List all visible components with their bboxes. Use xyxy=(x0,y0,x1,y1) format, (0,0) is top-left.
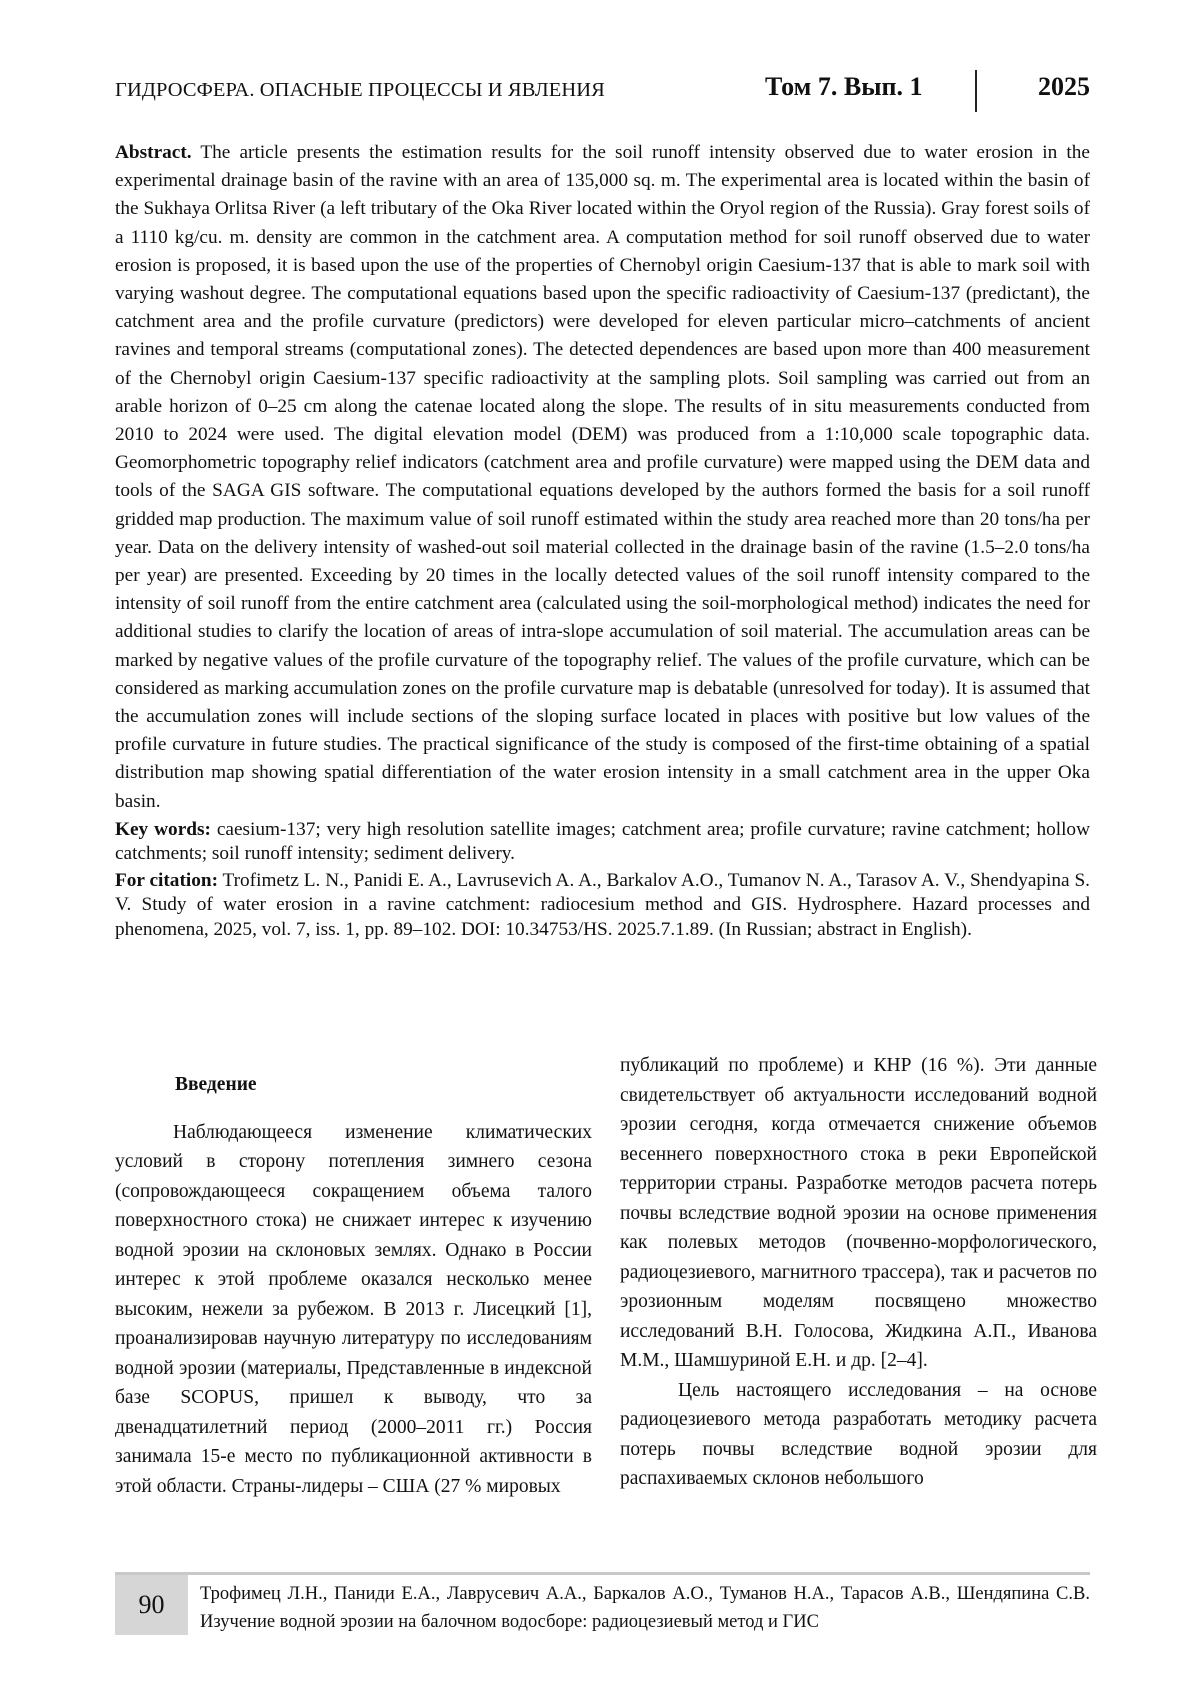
keywords-text: caesium-137; very high resolution satellite images; catchment area; profile curvature; ravine catchment; hollow catchments; soil runoff intensity; sediment delivery. xyxy=(115,818,1090,865)
publication-year: 2025 xyxy=(1038,72,1090,101)
citation-paragraph xyxy=(115,869,1090,943)
footer-rule xyxy=(115,1572,1090,1575)
keywords-paragraph xyxy=(115,818,1090,867)
section-heading: Введение xyxy=(175,1074,257,1095)
abstract-block xyxy=(115,139,1090,942)
intro-paragraph-left: Наблюдающееся изменение климатических условий в сторону потепления зимнего сезона (сопровождающееся сокращением объема талого поверхностного стока) не снижает интерес к изучению водной эрозии на склоновых землях. Однако в России интерес к этой проблеме оказался несколько менее высоким, нежели за рубежом. В 2013 г. Лисецкий [1], проанализировав научную литературу по исследованиям водной эрозии (материалы, Представленные в индексной базе SCOPUS, пришел к выводу, что за двенадцатилетний период (2000–2011 гг.) Россия занимала 15-е место по публикационной активности в этой области. Страны-лидеры – США (27 % мировых xyxy=(115,1121,592,1497)
intro-paragraph-right-1: публикаций по проблеме) и КНР (16 %). Эти данные свидетельствует об актуальности исследований водной эрозии сегодня, когда отмечается снижение объемов весеннего поверхностного стока в реки Европейской территории страны. Разработке методов расчета потерь почвы вследствие водной эрозии на основе применения как полевых методов (почвенно-морфологического, радиоцезиевого, магнитного трассера), так и расчетов по эрозионным моделям посвящено множество исследований В.Н. Голосова, Жидкина А.П., Иванова М.М., Шамшуриной Е.Н. и др. [2–4]. xyxy=(620,1055,1097,1371)
page-number: 90 xyxy=(115,1575,188,1635)
volume-issue: Том 7. Вып. 1 xyxy=(765,72,923,101)
abstract-text: The article presents the estimation results for the soil runoff intensity observed due to water erosion in the experimental drainage basin of the ravine with an area of 135,000 sq. m. The experimental area is located within the basin of the Sukhaya Orlitsa River (a left tributary of the Oka River located within the Oryol region of the Russia). Gray forest soils of a 1110 kg/cu. m. density are common in the catchment area. A computation method for soil runoff observed due to water erosion is proposed, it is based upon the use of the properties of Chernobyl origin Caesium-137 that is able to mark soil with varying washout degree. The computational equations based upon the specific radioactivity of Caesium-137 (predictant), the catchment area and the profile curvature (predictors) were developed for eleven particular micro–catchments of ancient ravines and temporal streams (computational zones). The detected dependences are based upon more than 400 measurement of the Chernobyl origin Caesium-137 specific radioactivity at the sampling plots. Soil sampling was carried out from an arable horizon of 0–25 cm along the catenae located along the slope. The results of in situ measurements conducted from 2010 to 2024 were used. The digital elevation model (DEM) was produced from a 1:10,000 scale topographic data. Geomorphometric topography relief indicators (catchment area and profile curvature) were mapped using the DEM data and tools of the SAGA GIS software. The computational equations developed by the authors formed the basis for a soil runoff gridded map production. The maximum value of soil runoff estimated within the study area reached more than 20 tons/ha per year. Data on the delivery intensity of washed-out soil material collected in the drainage basin of the ravine (1.5–2.0 tons/ha per year) are presented. Exceeding by 20 times in the locally detected values of the soil runoff intensity compared to the intensity of soil runoff from the entire catchment area (calculated using the soil-morphological method) indicates the need for additional studies to clarify the location of areas of intra-slope accumulation of soil material. The accumulation areas can be marked by negative values of the profile curvature of the topography relief. The values of the profile curvature, which can be considered as marking accumulation zones on the profile curvature map is debatable (unresolved for today). It is assumed that the accumulation zones will include sections of the sloping surface located in places with positive but low values of the profile curvature in future studies. The practical significance of the study is composed of the first-time obtaining of a spatial distribution map showing spatial differentiation of the water erosion intensity in a small catchment area in the upper Oka basin. xyxy=(115,142,1090,812)
citation-text: Trofimetz L. N., Panidi E. A., Lavrusevich A. A., Barkalov A.O., Tumanov N. A., Tarasov A. V., Shendyapina S. V. Study of water erosion in a ravine catchment: radiocesium method and GIS. Hydrosphere. Hazard processes and phenomena, 2025, vol. 7, iss. 1, pp. 89–102. DOI: 10.34753/HS. 2025.7.1.89. (In Russian; abstract in English). xyxy=(115,869,1090,940)
footer-authors-title: Трофимец Л.Н., Паниди Е.А., Лаврусевич А.А., Баркалов А.О., Туманов Н.А., Тарасов А.В., Шендяпина С.В. Изучение водной эрозии на балочном водосборе: радиоцезиевый метод и ГИС xyxy=(200,1584,1090,1632)
running-header xyxy=(115,66,1090,116)
left-column xyxy=(115,1070,592,1501)
right-column xyxy=(620,1051,1097,1494)
header-divider xyxy=(975,70,977,112)
intro-paragraph-right-2: Цель настоящего исследования – на основе радиоцезиевого метода разработать методику расчета потерь почвы вследствие водной эрозии для распахиваемых склонов небольшого xyxy=(620,1379,1097,1489)
keywords-label: Key words: xyxy=(115,818,211,840)
abstract-paragraph xyxy=(115,139,1090,816)
footer-citation xyxy=(200,1580,1090,1636)
journal-title: ГИДРОСФЕРА. ОПАСНЫЕ ПРОЦЕССЫ И ЯВЛЕНИЯ xyxy=(115,79,605,101)
citation-label: For citation: xyxy=(115,869,219,891)
abstract-label: Abstract. xyxy=(115,142,192,163)
